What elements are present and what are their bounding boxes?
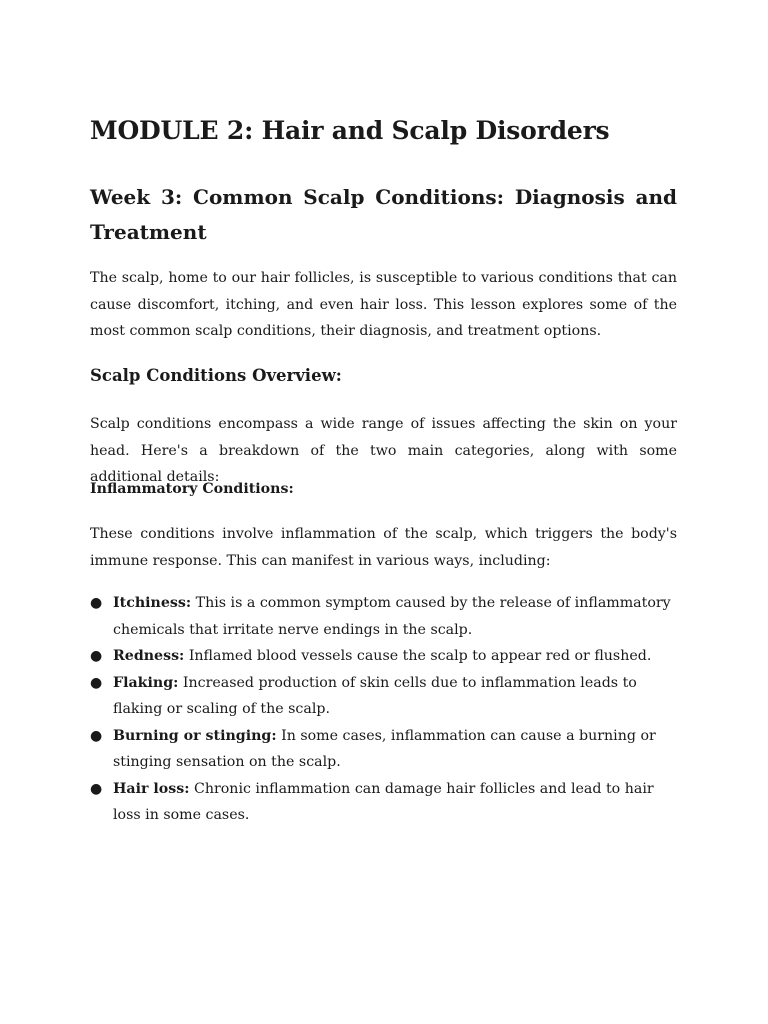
overview-heading: Scalp Conditions Overview: [90,366,342,385]
bullet-icon: ● [90,674,103,691]
list-item [90,590,677,643]
list-item-description: In some cases, inflammation can cause a burning or stinging sensation on the scalp. [113,727,656,770]
list-item-description: Increased production of skin cells due to inflammation leads to flaking or scaling of the scalp. [113,674,637,717]
overview-paragraph: Scalp conditions encompass a wide range of issues affecting the skin on your head. Here's a breakdown of the two main categories, along with some additional details: [90,416,677,485]
list-item [90,643,677,670]
symptom-list [90,590,677,829]
bullet-icon: ● [90,727,103,744]
list-item-term: Hair loss: [113,780,190,797]
list-item-term: Redness: [113,648,185,664]
bullet-icon: ● [90,595,103,611]
inflammatory-paragraph: These conditions involve inflammation of the scalp, which triggers the body's immune response. This can manifest in various ways, including: [90,526,677,569]
week-title: Week 3: Common Scalp Conditions: Diagnosis and Treatment [90,185,677,244]
list-item-description: Inflamed blood vessels cause the scalp to appear red or flushed. [188,648,652,664]
list-item-description: Chronic inflammation can damage hair follicles and lead to hair loss in some cases. [113,780,654,823]
list-item-term: Itchiness: [113,595,192,611]
list-item [90,776,677,829]
list-item [90,670,677,723]
bullet-icon: ● [90,648,103,664]
module-title: MODULE 2: Hair and Scalp Disorders [90,116,610,145]
list-item-description: This is a common symptom caused by the release of inflammatory chemicals that irritate nerve endings in the scalp. [113,595,671,638]
list-item-term: Burning or stinging: [113,727,277,744]
intro-paragraph: The scalp, home to our hair follicles, is susceptible to various conditions that can cause discomfort, itching, and even hair loss. This lesson explores some of the most common scalp conditions, their diagnosis, and treatment options. [90,270,677,339]
list-item [90,723,677,776]
inflammatory-heading: Inflammatory Conditions: [90,481,294,497]
list-item-term: Flaking: [113,674,179,691]
bullet-icon: ● [90,780,103,797]
